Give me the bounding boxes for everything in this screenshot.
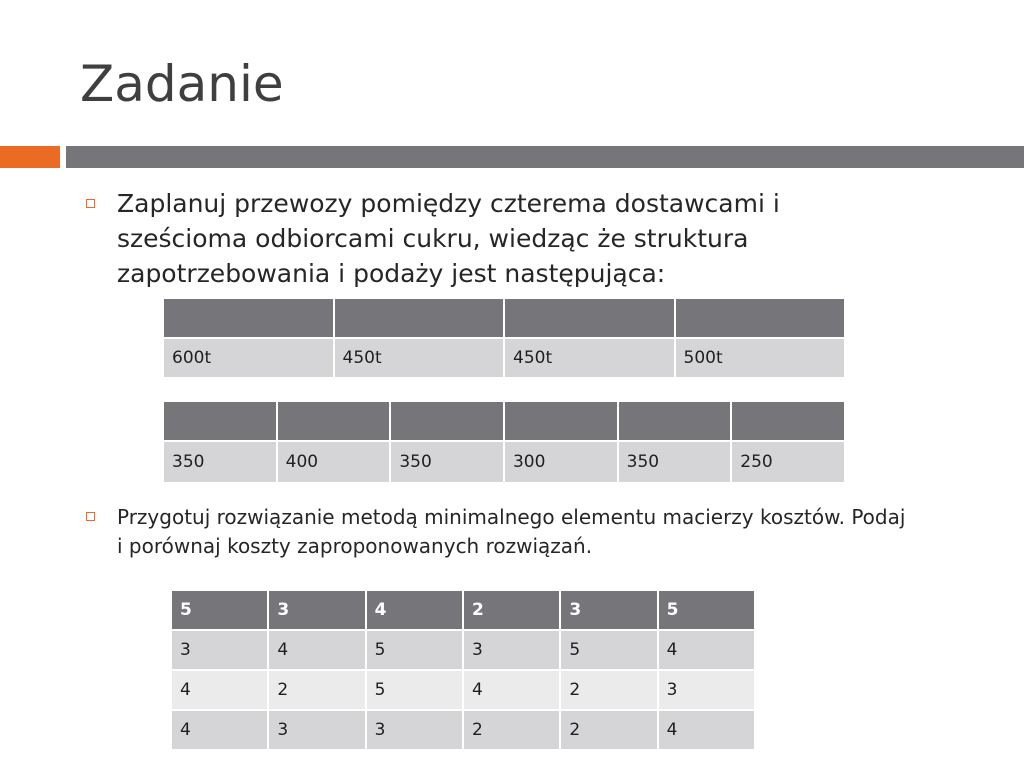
table-header-cell: 3 <box>268 590 365 630</box>
table-row <box>171 710 755 750</box>
square-bullet-icon <box>86 512 95 521</box>
table-cell: 2 <box>560 670 657 710</box>
table-header-cell <box>334 298 505 338</box>
table-cell: 2 <box>463 710 560 750</box>
table-cell: 350 <box>618 441 732 483</box>
table-cell: 2 <box>268 670 365 710</box>
table-cell: 400 <box>277 441 391 483</box>
table-header-cell: 4 <box>366 590 463 630</box>
table-header-row <box>163 298 845 338</box>
table-header-cell <box>618 401 732 441</box>
bullet-item-method <box>86 503 916 561</box>
table-cell: 250 <box>731 441 845 483</box>
demand-table <box>162 400 846 484</box>
table-cell: 350 <box>163 441 277 483</box>
table-header-cell <box>163 298 334 338</box>
table-cell: 3 <box>463 630 560 670</box>
table-row <box>171 670 755 710</box>
table-header-cell <box>277 401 391 441</box>
table-cell: 4 <box>268 630 365 670</box>
table-row <box>163 338 845 378</box>
title-rule-bar <box>66 146 1024 168</box>
table-cell: 450t <box>334 338 505 378</box>
table-header-row <box>171 590 755 630</box>
table-cell: 5 <box>366 670 463 710</box>
bullet-item-task <box>86 186 916 291</box>
square-bullet-icon <box>86 199 95 208</box>
table-header-cell <box>731 401 845 441</box>
table-header-cell <box>390 401 504 441</box>
slide-title: Zadanie <box>80 55 284 113</box>
table-header-cell: 5 <box>171 590 268 630</box>
table-cell: 3 <box>366 710 463 750</box>
table-header-cell <box>504 401 618 441</box>
table-cell: 4 <box>658 630 755 670</box>
cost-matrix-table <box>170 589 756 751</box>
table-cell: 4 <box>463 670 560 710</box>
table-cell: 350 <box>390 441 504 483</box>
table-cell: 2 <box>560 710 657 750</box>
table-cell: 600t <box>163 338 334 378</box>
table-header-cell: 2 <box>463 590 560 630</box>
title-accent-bar <box>0 146 60 168</box>
table-cell: 3 <box>268 710 365 750</box>
table-cell: 3 <box>171 630 268 670</box>
table-header-cell <box>163 401 277 441</box>
table-cell: 4 <box>171 670 268 710</box>
table-row <box>163 441 845 483</box>
table-header-cell <box>675 298 846 338</box>
table-header-cell <box>504 298 675 338</box>
table-cell: 450t <box>504 338 675 378</box>
bullet-text: Przygotuj rozwiązanie metodą minimalnego elementu macierzy kosztów. Podaj i porównaj koszty zaproponowanych rozwiązań. <box>117 505 906 558</box>
table-cell: 5 <box>560 630 657 670</box>
table-header-cell: 5 <box>658 590 755 630</box>
bullet-text: Zaplanuj przewozy pomiędzy czterema dostawcami i sześcioma odbiorcami cukru, wiedząc że struktura zapotrzebowania i podaży jest następująca: <box>117 189 780 288</box>
table-cell: 4 <box>658 710 755 750</box>
table-cell: 5 <box>366 630 463 670</box>
table-header-row <box>163 401 845 441</box>
table-row <box>171 630 755 670</box>
table-cell: 300 <box>504 441 618 483</box>
table-cell: 500t <box>675 338 846 378</box>
table-cell: 3 <box>658 670 755 710</box>
table-header-cell: 3 <box>560 590 657 630</box>
supply-table <box>162 297 846 379</box>
table-cell: 4 <box>171 710 268 750</box>
